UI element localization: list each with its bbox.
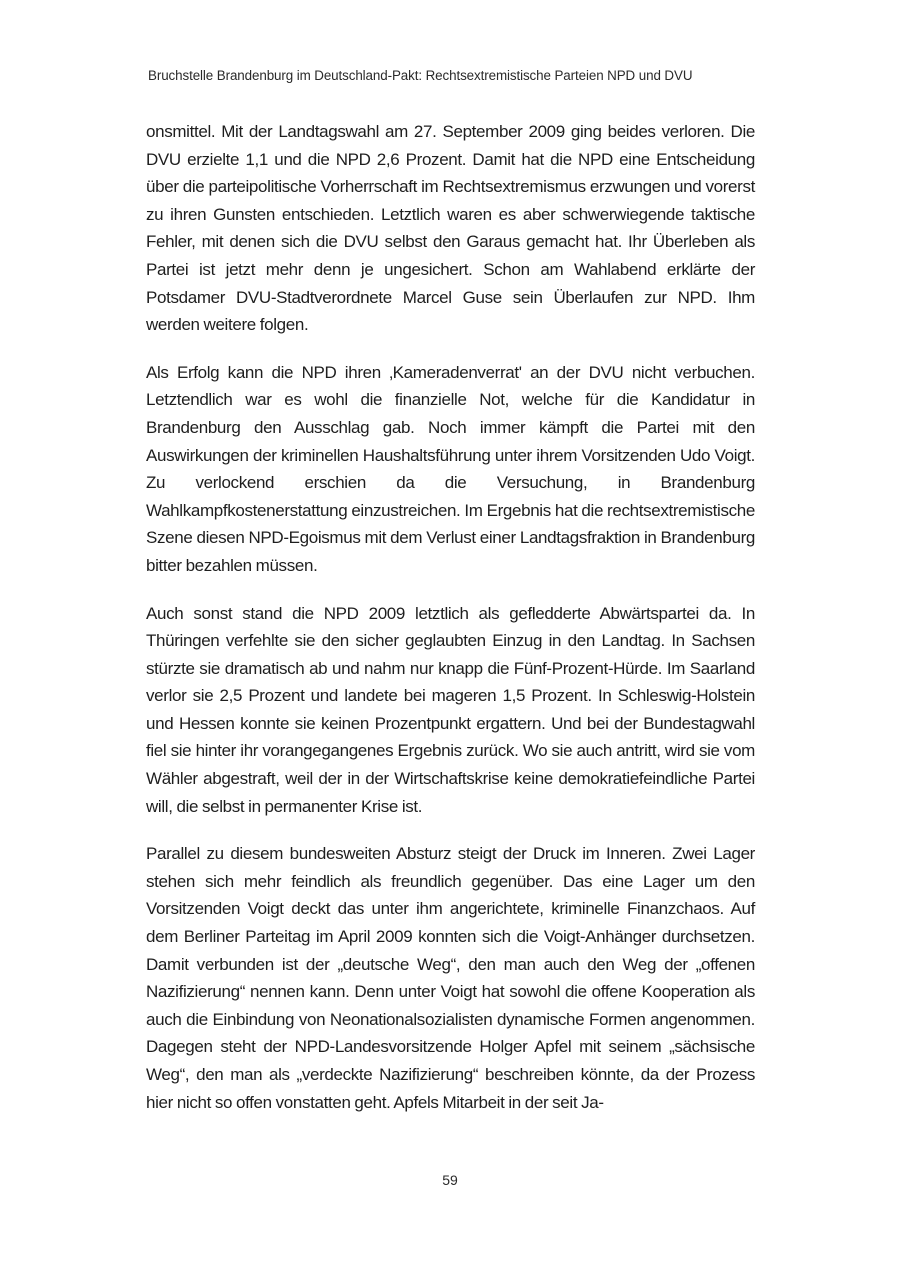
paragraph-2: Als Erfolg kann die NPD ihren ‚Kameradenverrat' an der DVU nicht verbuchen. Letztendlich war es wohl die finanzielle Not, welche für die Kandidatur in Brandenburg den Ausschlag gab. Noch immer kämpft die Partei mit den Auswirkungen der kriminellen Haushaltsführung unter ihrem Vorsitzenden Udo Voigt. Zu verlockend erschien da die Versuchung, in Brandenburg Wahlkampfkostenerstattung einzustreichen. Im Ergebnis hat die rechtsextremistische Szene diesen NPD-Egoismus mit dem Verlust einer Landtagsfraktion in Brandenburg bitter bezahlen müssen. [146, 362, 755, 575]
running-header: Bruchstelle Brandenburg im Deutschland-Pakt: Rechtsextremistische Parteien NPD und DVU [148, 68, 693, 83]
paragraph-3: Auch sonst stand die NPD 2009 letztlich als gefledderte Abwärtspartei da. In Thüringen verfehlte sie den sicher geglaubten Einzug in den Landtag. In Sachsen stürzte sie dramatisch ab und nahm nur knapp die Fünf-Prozent-Hürde. Im Saarland verlor sie 2,5 Prozent und landete bei mageren 1,5 Prozent. In Schleswig-Holstein und Hessen konnte sie keinen Prozentpunkt ergattern. Und bei der Bundestagwahl fiel sie hinter ihr vorangegangenes Ergebnis zurück. Wo sie auch antritt, wird sie vom Wähler abgestraft, weil der in der Wirtschaftskrise keine demokratiefeindliche Partei will, die selbst in permanenter Krise ist. [146, 603, 755, 816]
body-text [146, 118, 755, 1136]
page-number: 59 [442, 1172, 458, 1188]
paragraph-4: Parallel zu diesem bundesweiten Absturz steigt der Druck im Inneren. Zwei Lager stehen sich mehr feindlich als freundlich gegenüber. Das eine Lager um den Vorsitzenden Voigt deckt das unter ihm angerichtete, kriminelle Finanzchaos. Auf dem Berliner Parteitag im April 2009 konnten sich die Voigt-Anhänger durchsetzen. Damit verbunden ist der „deutsche Weg“, den man auch den Weg der „offenen Nazifizierung“ nennen kann. Denn unter Voigt hat sowohl die offene Kooperation als auch die Einbindung von Neonationalsozialisten dynamische Formen angenommen. Dagegen steht der NPD-Landesvorsitzende Holger Apfel mit seinem „sächsische Weg“, den man als „verdeckte Nazifizierung“ beschreiben könnte, da der Prozess hier nicht so offen vonstatten geht. Apfels Mitarbeit in der seit Ja- [146, 844, 755, 1112]
paragraph-1: onsmittel. Mit der Landtagswahl am 27. September 2009 ging beides verloren. Die DVU erzielte 1,1 und die NPD 2,6 Prozent. Damit hat die NPD eine Entscheidung über die parteipolitische Vorherrschaft im Rechtsextremismus erzwungen und vorerst zu ihren Gunsten entschieden. Letztlich waren es aber schwerwiegende taktische Fehler, mit denen sich die DVU selbst den Garaus gemacht hat. Ihr Überleben als Partei ist jetzt mehr denn je ungesichert. Schon am Wahlabend erklärte der Potsdamer DVU-Stadtverordnete Marcel Guse sein Überlaufen zur NPD. Ihm werden weitere folgen. [146, 122, 755, 335]
